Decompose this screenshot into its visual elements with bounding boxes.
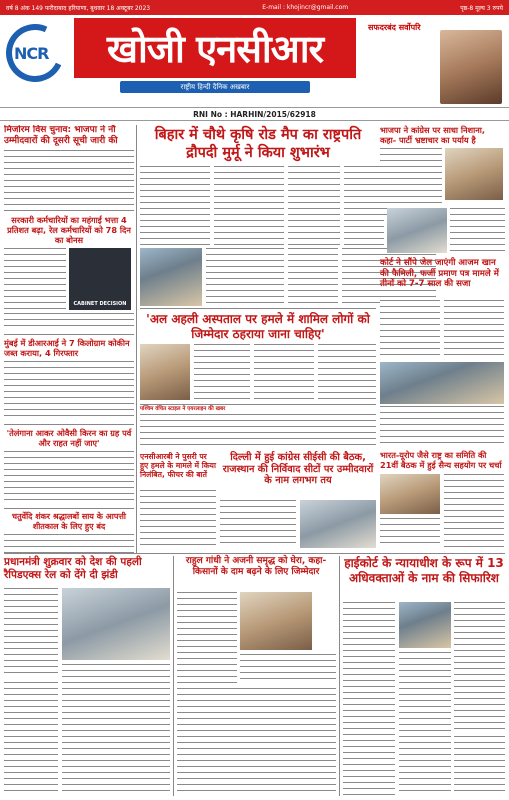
quote-headline: 'अल अहली अस्पताल पर हमले में शामिल लोगों को जिम्मेदार ठहराया जाना चाहिए' (146, 312, 370, 341)
bottom-right-text-1 (343, 602, 395, 796)
sebi-headline: पश्चिम वंचित स्टाइल ने एयरलाइन की खबर (140, 406, 226, 412)
main-text-7 (288, 248, 338, 306)
uttar-text-2 (380, 518, 440, 548)
kota-text-2 (444, 300, 504, 360)
newspaper-title: खोजी एनसीआर (74, 18, 356, 78)
sebi-text (140, 414, 376, 448)
left3-text (4, 361, 134, 421)
main-text-2 (214, 166, 284, 246)
quote-photo (140, 344, 190, 400)
left1-text (4, 150, 134, 206)
cabinet-image (69, 248, 131, 310)
delhi-photo (300, 500, 376, 548)
main-text-1 (140, 166, 210, 246)
court-photo (399, 602, 451, 648)
bottom-right-text-4 (454, 736, 505, 796)
left4-headline: 'तेलंगाना आकर ओवैसी किरन का ग्रह पर्व और राहत नहीं जाए' (6, 428, 132, 448)
left5-headline: चतुर्वेदि शंकर श्रद्धालबों साय के आपत्ती शीतकाल के लिए हुए बंद (12, 512, 126, 531)
logo-text: NCR (14, 44, 49, 63)
main-text-4 (344, 166, 384, 246)
left-column (4, 125, 134, 553)
delhi-headline: दिल्ली में हुई कांग्रेस सीईसी की बैठक, राजस्थान की निर्विवाद सीटों पर उम्मीदवारों के नाम लगभग तय (222, 452, 374, 486)
mid1-text (140, 490, 216, 548)
main-text-6 (206, 248, 284, 306)
quote-text-2 (254, 344, 314, 400)
mid1-headline: एनसीआरबी ने पुसरी पर हुए हमले के मामले में किया निलंबित, फीचर की बातें (140, 452, 216, 479)
delhi-text-1 (220, 500, 296, 548)
uttar-text-1 (444, 474, 504, 548)
bottom-mid-text-2 (240, 654, 336, 684)
left4-text (4, 451, 134, 505)
bottom-mid-text-3 (177, 688, 336, 796)
quote-text-3 (318, 344, 376, 400)
email-info[interactable]: E-mail : khojincr@gmail.com (262, 4, 349, 11)
left3-headline: मुंबई में डीआरआई ने 7 किलोग्राम कोकीन जब्त कराया, 4 गिरफ्तार (4, 338, 130, 358)
cabinet-label: CABINET DECISION (73, 301, 127, 307)
right2-text (450, 208, 505, 253)
uttar-photo (380, 474, 440, 514)
right1-headline: भाजपा ने कांग्रेस पर साधा निशाना, कहा- पार्टी भ्रष्टाचार का पर्याय है (380, 125, 486, 145)
right1-text (380, 148, 442, 216)
uttar-headline: भारत-यूरोप जैसे राष्ट्र का समिति की 21वीं बैठक में हुई सैन्य सहयोग पर चर्चा (380, 450, 502, 470)
top-info-bar (0, 0, 509, 15)
right1-photo (445, 148, 503, 200)
rni-number: RNI No : HARHIN/2015/62918 (0, 107, 509, 121)
price-info: पृष्ठ-8 मूल्य 3 रुपये (460, 4, 503, 12)
bottom-left-headline: प्रधानमंत्री शुक्रवार को देश की पहली रैपिडएक्स रेल को देंगे दी झंडी (4, 556, 142, 581)
main-text-3 (288, 166, 340, 246)
quote-text-1 (194, 344, 250, 400)
right2-photo (387, 208, 447, 253)
bottom-right-headline: हाईकोर्ट के न्यायाधीश के रूप में 13 अधिवक्ताओं के नाम की सिफारिश (344, 556, 504, 585)
left5-text (4, 534, 134, 553)
left2-text (4, 248, 66, 310)
bottom-mid-headline: राहुल गांधी ने अजनी समृद्ध को घेरा, कहा-किसानों के दाम बढ़ने के लिए जिम्मेदार (185, 556, 327, 577)
issue-info: वर्ष 8 अंक 149 फरीदाबाद हरियाणा, बुधवार 18 अक्टूबर 2023 (6, 4, 151, 12)
left2-headline: सरकारी कर्मचारियों का महंगाई भत्ता 4 प्रतिशत बढ़ा, रेल कर्मचारियों को 78 दिन का बोनस (7, 215, 131, 245)
rahul-photo (240, 592, 312, 650)
right-article (380, 125, 504, 215)
bottom-right-text-3 (399, 652, 451, 796)
bottom-left-text-3 (4, 682, 58, 796)
kota-headline: कोर्ट ने सौंपे जेल जाएंगी आजम खान की फैमिली, फर्जी प्रमाण पत्र मामले में तीनों को 7-7 साल की सजा (380, 258, 499, 289)
kota-photo (380, 362, 504, 404)
bottom-left-text-1 (4, 588, 58, 678)
slogan: सफदरबंद सर्वोपरि (368, 23, 421, 32)
bottom-right-text-2 (454, 602, 505, 732)
left2-text-more (4, 313, 134, 331)
bottom-left-text-2 (62, 664, 170, 796)
main-headline: बिहार में चौथे कृषि रोड मैप का राष्ट्रपति द्रौपदी मुर्मू ने किया शुभारंभ (154, 127, 362, 161)
left1-headline: मिजोरम विस चुनाव: भाजपा ने नौ उम्मीदवारों की दूसरी सूची जारी की (4, 125, 118, 146)
rapidx-train-photo (62, 588, 170, 660)
bottom-mid-text-1 (177, 592, 237, 684)
masthead-photo (440, 30, 502, 104)
kota-text-3 (380, 406, 504, 446)
tagline: राष्ट्रीय हिन्दी दैनिक अखबार (120, 81, 310, 93)
main-photo (140, 248, 202, 306)
kota-text-1 (380, 300, 440, 360)
